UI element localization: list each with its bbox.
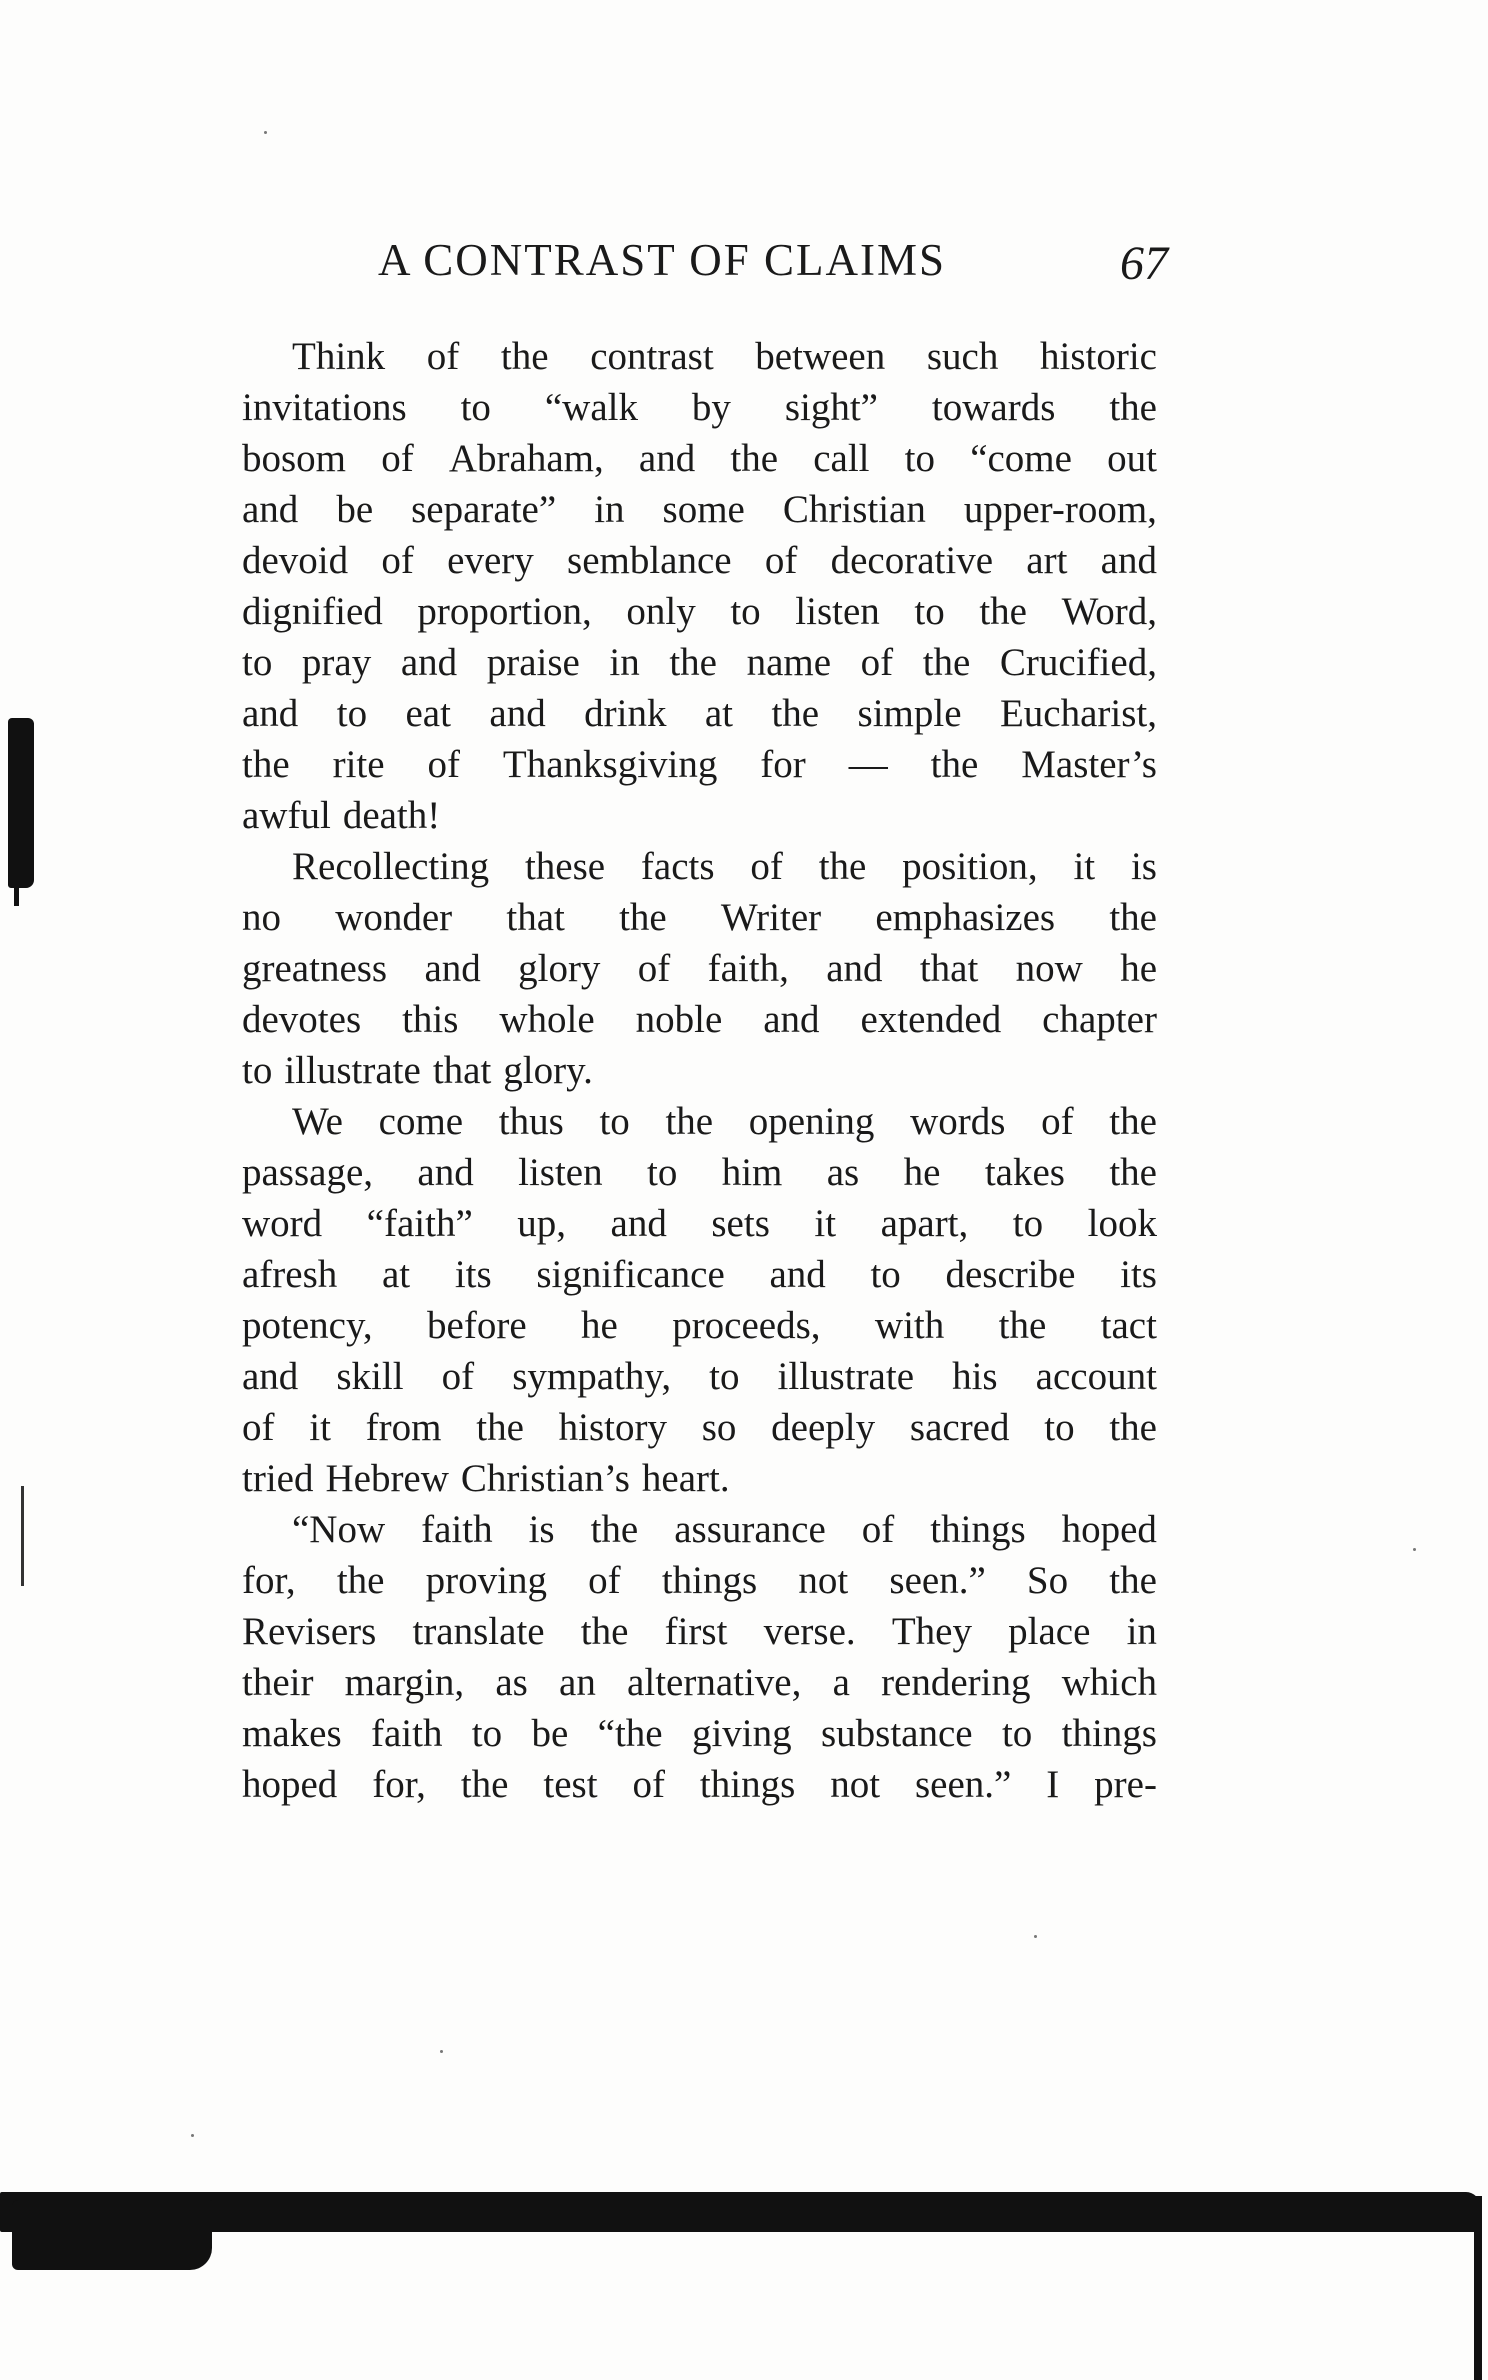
word: simple — [857, 692, 962, 735]
word: that — [506, 896, 565, 939]
word: makes — [242, 1712, 342, 1755]
word: sight” — [784, 386, 878, 429]
word: the — [669, 641, 717, 684]
word: sets — [711, 1202, 770, 1245]
word: that — [919, 947, 979, 990]
word: listen — [795, 590, 880, 633]
word: pre- — [1094, 1763, 1157, 1806]
word: the — [1109, 1151, 1157, 1194]
scan-band-bottom — [0, 2192, 1480, 2232]
word: the — [242, 743, 290, 786]
word: sympathy, — [512, 1355, 672, 1398]
word: the — [590, 1508, 639, 1551]
word: to — [1044, 1406, 1075, 1449]
word: potency, — [242, 1304, 373, 1347]
word: the — [1109, 896, 1157, 939]
scan-band-bottom-right-edge — [1474, 2196, 1482, 2380]
word: whole — [499, 998, 595, 1041]
word: of — [637, 947, 671, 990]
word: tried — [242, 1457, 314, 1500]
word: word — [242, 1202, 323, 1245]
word: tact — [1100, 1304, 1157, 1347]
word: of — [861, 1508, 895, 1551]
scan-speck — [1034, 1935, 1037, 1938]
word: chapter — [1042, 998, 1157, 1041]
word: Recollecting — [292, 845, 490, 888]
word: Revisers — [242, 1610, 377, 1653]
word: contrast — [590, 335, 714, 378]
word: which — [1061, 1661, 1157, 1704]
word: and — [242, 692, 299, 735]
word: giving — [691, 1712, 792, 1755]
word: skill — [336, 1355, 404, 1398]
word: for, — [242, 1559, 296, 1602]
word: assurance — [674, 1508, 826, 1551]
text-line — [242, 1453, 1157, 1504]
word: as — [495, 1661, 528, 1704]
text-line — [242, 1249, 1157, 1300]
word: Master’s — [1021, 743, 1157, 786]
word: significance — [536, 1253, 725, 1296]
word: every — [447, 539, 534, 582]
word: the — [460, 1763, 509, 1806]
word: deeply — [771, 1406, 876, 1449]
word: thus — [498, 1100, 564, 1143]
word: so — [701, 1406, 737, 1449]
word: describe — [945, 1253, 1076, 1296]
text-line — [242, 994, 1157, 1045]
word: seen.” — [889, 1559, 986, 1602]
word: towards — [931, 386, 1056, 429]
word: margin, — [344, 1661, 465, 1704]
word: the — [1109, 1559, 1157, 1602]
word: of — [441, 1355, 475, 1398]
word: separate” — [411, 488, 557, 531]
word: and — [638, 437, 696, 480]
word: of — [381, 437, 414, 480]
word: awful — [242, 794, 331, 837]
word: substance — [820, 1712, 973, 1755]
text-line — [242, 790, 1157, 841]
text-line — [242, 1096, 1157, 1147]
word: pray — [301, 641, 372, 684]
word: seen.” — [914, 1763, 1012, 1806]
word: to — [599, 1100, 630, 1143]
word: things — [661, 1559, 758, 1602]
word: illustrate — [777, 1355, 915, 1398]
text-line — [242, 535, 1157, 586]
word: to — [471, 1712, 503, 1755]
running-head: A CONTRAST OF CLAIMS — [378, 235, 947, 285]
word: glory. — [503, 1049, 593, 1092]
text-line — [242, 739, 1157, 790]
word: invitations — [242, 386, 407, 429]
word: the — [476, 1406, 524, 1449]
word: Think — [292, 335, 386, 378]
word: to — [242, 1049, 273, 1092]
word: these — [524, 845, 606, 888]
word: proceeds, — [672, 1304, 821, 1347]
word: “faith” — [366, 1202, 473, 1245]
word: the — [1109, 386, 1157, 429]
text-line — [242, 688, 1157, 739]
word: to — [1001, 1712, 1033, 1755]
word: faith — [370, 1712, 443, 1755]
scan-band-bottom-left-blob — [12, 2200, 212, 2270]
word: look — [1087, 1202, 1157, 1245]
scan-speck — [264, 131, 267, 134]
word: extended — [860, 998, 1002, 1041]
text-line — [242, 1759, 1157, 1810]
word: at — [381, 1253, 411, 1296]
word: decorative — [830, 539, 994, 582]
word: test — [543, 1763, 598, 1806]
word: and — [1100, 539, 1157, 582]
word: of — [588, 1559, 621, 1602]
word: opening — [748, 1100, 875, 1143]
word: he — [1120, 947, 1157, 990]
word: takes — [984, 1151, 1065, 1194]
word: is — [528, 1508, 555, 1551]
word: not — [830, 1763, 881, 1806]
word: translate — [412, 1610, 545, 1653]
word: an — [559, 1661, 596, 1704]
word: and — [489, 692, 546, 735]
word: be — [531, 1712, 569, 1755]
word: things — [699, 1763, 796, 1806]
word: to — [242, 641, 273, 684]
word: as — [826, 1151, 860, 1194]
word: of — [764, 539, 798, 582]
word: for, — [372, 1763, 426, 1806]
word: its — [454, 1253, 492, 1296]
word: come — [378, 1100, 464, 1143]
word: noble — [635, 998, 723, 1041]
word: in — [609, 641, 640, 684]
word: semblance — [567, 539, 732, 582]
word: rite — [332, 743, 385, 786]
word: hoped — [1061, 1508, 1157, 1551]
text-line — [242, 1300, 1157, 1351]
word: the — [998, 1304, 1047, 1347]
word: the — [665, 1100, 714, 1143]
word: facts — [640, 845, 715, 888]
word: he — [903, 1151, 941, 1194]
word: drink — [584, 692, 667, 735]
word: heart. — [641, 1457, 730, 1500]
text-line — [242, 331, 1157, 382]
word: position, — [902, 845, 1038, 888]
word: it — [309, 1406, 331, 1449]
text-line — [242, 892, 1157, 943]
word: the — [979, 590, 1027, 633]
word: the — [922, 641, 971, 684]
word: some — [662, 488, 745, 531]
word: in — [594, 488, 625, 531]
word: verse. — [763, 1610, 856, 1653]
word: place — [1008, 1610, 1091, 1653]
word: things — [1061, 1712, 1157, 1755]
word: account — [1035, 1355, 1157, 1398]
word: I — [1046, 1763, 1060, 1806]
word: of — [1041, 1100, 1074, 1143]
word: Christian — [782, 488, 926, 531]
word: the — [1109, 1406, 1157, 1449]
word: Abraham, — [448, 437, 604, 480]
word: at — [704, 692, 734, 735]
word: it — [814, 1202, 837, 1245]
word: and — [763, 998, 820, 1041]
word: he — [581, 1304, 618, 1347]
word: be — [336, 488, 374, 531]
word: — — [848, 743, 888, 786]
word: is — [1130, 845, 1157, 888]
word: for — [760, 743, 806, 786]
text-line — [242, 943, 1157, 994]
word: faith — [421, 1508, 493, 1551]
text-line — [242, 1351, 1157, 1402]
word: of — [750, 845, 783, 888]
word: They — [891, 1610, 972, 1653]
word: in — [1126, 1610, 1157, 1653]
word: So — [1026, 1559, 1069, 1602]
word: out — [1107, 437, 1157, 480]
word: eat — [405, 692, 451, 735]
text-line — [242, 382, 1157, 433]
word: to — [870, 1253, 901, 1296]
word: of — [242, 1406, 275, 1449]
word: wonder — [335, 896, 453, 939]
word: Word, — [1061, 590, 1157, 633]
word: things — [930, 1508, 1026, 1551]
word: and — [610, 1202, 667, 1245]
word: and — [242, 1355, 299, 1398]
word: the — [771, 692, 820, 735]
word: “come — [970, 437, 1072, 480]
word: now — [1015, 947, 1083, 990]
word: glory — [518, 947, 601, 990]
word: “Now — [292, 1508, 386, 1551]
word: afresh — [242, 1253, 338, 1296]
word: before — [427, 1304, 527, 1347]
word: this — [402, 998, 459, 1041]
word: first — [664, 1610, 728, 1653]
word: and — [424, 947, 481, 990]
text-line — [242, 1606, 1157, 1657]
word: rendering — [881, 1661, 1031, 1704]
scan-speck — [191, 2134, 194, 2137]
word: of — [426, 335, 460, 378]
scan-mark-left-upper-tick — [14, 884, 19, 906]
word: praise — [486, 641, 580, 684]
word: bosom — [242, 437, 347, 480]
word: art — [1026, 539, 1068, 582]
word: and — [400, 641, 458, 684]
word: the — [500, 335, 549, 378]
word: by — [691, 386, 731, 429]
text-line — [242, 1147, 1157, 1198]
word: not — [798, 1559, 849, 1602]
word: proving — [425, 1559, 547, 1602]
word: sacred — [909, 1406, 1010, 1449]
word: words — [910, 1100, 1006, 1143]
text-line — [242, 1657, 1157, 1708]
word: and — [769, 1253, 826, 1296]
scan-speck — [440, 2050, 443, 2053]
word: from — [365, 1406, 442, 1449]
word: between — [755, 335, 886, 378]
word: their — [242, 1661, 314, 1704]
text-line — [242, 1708, 1157, 1759]
word: such — [926, 335, 999, 378]
word: of — [427, 743, 460, 786]
word: hoped — [242, 1763, 338, 1806]
text-line — [242, 484, 1157, 535]
word: and — [242, 488, 299, 531]
page-number: 67 — [1120, 237, 1168, 290]
word: death! — [342, 794, 441, 837]
word: proportion, — [417, 590, 592, 633]
word: dignified — [242, 590, 383, 633]
word: the — [619, 896, 667, 939]
word: its — [1120, 1253, 1157, 1296]
text-line — [242, 637, 1157, 688]
word: the — [336, 1559, 385, 1602]
text-line — [242, 1198, 1157, 1249]
word: historic — [1039, 335, 1157, 378]
word: no — [242, 896, 281, 939]
word: alternative, — [627, 1661, 802, 1704]
word: passage, — [242, 1151, 374, 1194]
text-line — [242, 1402, 1157, 1453]
word: it — [1073, 845, 1096, 888]
word: to — [709, 1355, 740, 1398]
scan-speck — [1413, 1548, 1416, 1551]
text-line — [242, 586, 1157, 637]
body-text — [242, 331, 1157, 1810]
scan-mark-left-upper — [8, 718, 34, 888]
word: him — [721, 1151, 783, 1194]
scan-mark-left-lower — [21, 1486, 24, 1586]
word: Writer — [720, 896, 822, 939]
word: of — [632, 1763, 665, 1806]
word: and — [826, 947, 883, 990]
word: of — [381, 539, 414, 582]
word: the — [930, 743, 979, 786]
word: to — [336, 692, 368, 735]
word: only — [626, 590, 696, 633]
word: call — [813, 437, 870, 480]
word: that — [432, 1049, 492, 1092]
word: greatness — [242, 947, 388, 990]
word: history — [558, 1406, 667, 1449]
word: devoid — [242, 539, 349, 582]
word: the — [1109, 1100, 1157, 1143]
word: to — [460, 386, 491, 429]
text-line — [242, 1504, 1157, 1555]
word: a — [832, 1661, 850, 1704]
word: emphasizes — [875, 896, 1056, 939]
word: upper-room, — [963, 488, 1157, 531]
text-line — [242, 1555, 1157, 1606]
word: to — [1012, 1202, 1044, 1245]
word: We — [292, 1100, 343, 1143]
word: the — [580, 1610, 629, 1653]
word: his — [952, 1355, 998, 1398]
word: the — [730, 437, 779, 480]
text-line — [242, 433, 1157, 484]
word: with — [874, 1304, 945, 1347]
word: illustrate — [284, 1049, 421, 1092]
word: of — [860, 641, 894, 684]
word: Hebrew — [325, 1457, 449, 1500]
word: Crucified, — [999, 641, 1157, 684]
text-line — [242, 841, 1157, 892]
word: to — [914, 590, 945, 633]
word: Eucharist, — [999, 692, 1157, 735]
word: “the — [597, 1712, 663, 1755]
word: to — [730, 590, 761, 633]
word: the — [818, 845, 867, 888]
page-header — [378, 228, 1168, 292]
text-line — [242, 1045, 1157, 1096]
word: Christian’s — [460, 1457, 630, 1500]
word: listen — [518, 1151, 603, 1194]
word: to — [646, 1151, 678, 1194]
word: name — [746, 641, 832, 684]
word: and — [417, 1151, 474, 1194]
word: “walk — [544, 386, 638, 429]
word: apart, — [880, 1202, 969, 1245]
word: devotes — [242, 998, 362, 1041]
word: faith, — [707, 947, 789, 990]
word: Thanksgiving — [502, 743, 718, 786]
word: up, — [517, 1202, 567, 1245]
word: to — [904, 437, 936, 480]
